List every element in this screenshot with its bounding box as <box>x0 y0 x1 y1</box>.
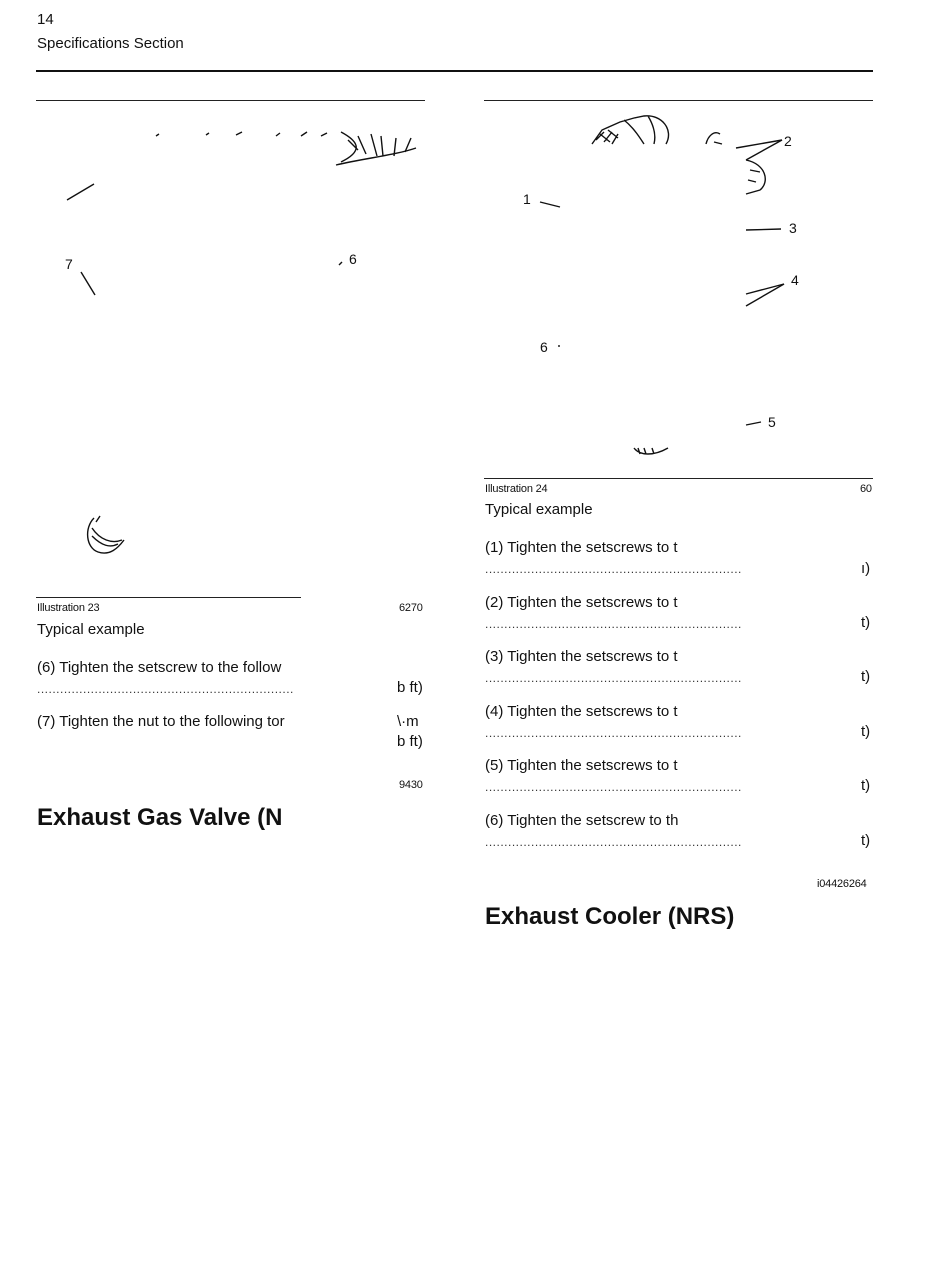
spec-value: t) <box>861 614 871 631</box>
spec-item-6: (6) Tighten the setscrew to th <box>485 812 679 829</box>
illustration-label: Illustration 24 <box>485 483 548 495</box>
caption-rule <box>484 478 873 479</box>
spec-value: t) <box>861 777 871 794</box>
spec-value: t) <box>861 723 871 740</box>
callout-6: 6 <box>540 339 548 355</box>
right-column-rule <box>484 100 873 101</box>
spec-value: t) <box>861 832 871 849</box>
spec-item-5: (5) Tighten the setscrews to t <box>485 757 678 774</box>
caption-description: Typical example <box>37 621 145 638</box>
header-rule <box>36 70 873 72</box>
callout-6: 6 <box>349 251 357 267</box>
left-column-rule <box>36 100 425 101</box>
leader-dots: ................................................................... <box>485 726 742 740</box>
spec-item-2: (2) Tighten the setscrews to t <box>485 594 678 611</box>
section-heading: Exhaust Cooler (NRS) <box>485 903 735 930</box>
leader-dots: ................................................................... <box>485 780 742 794</box>
illustration-23 <box>36 110 425 590</box>
section-title: Specifications Section <box>37 35 184 52</box>
callout-1: 1 <box>523 191 531 207</box>
spec-value: ı) <box>861 560 871 577</box>
spec-value: \·m <box>397 713 419 730</box>
reference-id: 9430 <box>399 779 423 791</box>
leader-dots: ................................................................... <box>37 682 294 696</box>
spec-item-3: (3) Tighten the setscrews to t <box>485 648 678 665</box>
spec-item-7: (7) Tighten the nut to the following tor <box>37 713 285 730</box>
illustration-24 <box>484 108 873 468</box>
page-number: 14 <box>37 11 54 28</box>
caption-description: Typical example <box>485 501 593 518</box>
illustration-label: Illustration 23 <box>37 602 100 614</box>
leader-dots: ................................................................... <box>485 671 742 685</box>
spec-item-1: (1) Tighten the setscrews to t <box>485 539 678 556</box>
section-heading: Exhaust Gas Valve (N <box>37 804 283 831</box>
reference-id: i04426264 <box>817 878 867 890</box>
caption-rule <box>36 597 301 598</box>
callout-7: 7 <box>65 256 73 272</box>
spec-value: b ft) <box>397 679 423 696</box>
callout-4: 4 <box>791 272 799 288</box>
illustration-id: 60 <box>860 483 872 495</box>
spec-value: t) <box>861 668 871 685</box>
spec-item-6: (6) Tighten the setscrew to the follow <box>37 659 282 676</box>
callout-3: 3 <box>789 220 797 236</box>
callout-5: 5 <box>768 414 776 430</box>
callout-2: 2 <box>784 133 792 149</box>
spec-value: b ft) <box>397 733 423 750</box>
leader-dots: ................................................................... <box>485 617 742 631</box>
illustration-id: 6270 <box>399 602 423 614</box>
leader-dots: ................................................................... <box>485 562 742 576</box>
spec-item-4: (4) Tighten the setscrews to t <box>485 703 678 720</box>
leader-dots: ................................................................... <box>485 835 742 849</box>
